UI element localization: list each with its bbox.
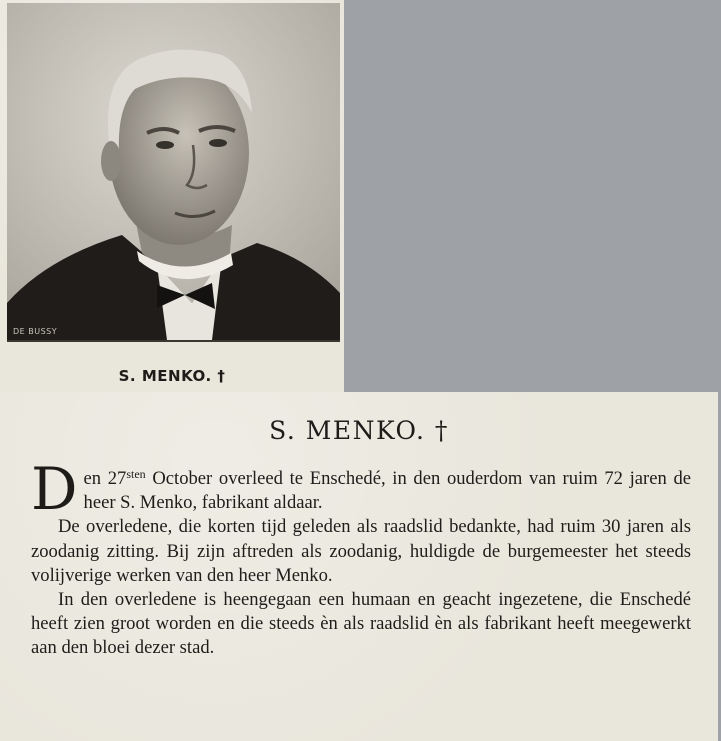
article-paragraph-2: De overledene, die korten tijd geleden als raadslid bedankte, had ruim 30 jaren als zoodanig zitting. Bij zijn aftreden als zoodanig, huldigde de burgemeester het steeds volijverige werken van den heer Menko. [31,516,691,586]
newspaper-clipping-top [0,0,344,400]
article-paragraph-3: In den overledene is heengegaan een humaan en geacht ingezetene, die Enschedé heeft zien groot worden en die steeds èn als raadslid èn als fabrikant heeft meegewerkt aan den bloei dezer stad. [31,589,691,659]
portrait-illustration [7,3,340,340]
drop-cap: D [31,455,78,523]
paragraph-1-start: en 27 [83,468,127,489]
article-headline: S. MENKO. † [269,416,449,445]
article-body [31,455,691,661]
portrait-caption: S. MENKO. † [118,367,226,385]
ordinal-superscript: sten [126,467,146,481]
article-paragraph-1 [31,455,691,523]
portrait-photo [7,3,340,342]
paragraph-1-rest: October overleed te Enschedé, in den ouderdom van ruim 72 jaren de heer S. Menko, fabrikant aldaar. [83,468,691,514]
photographer-signature: DE BUSSY [13,327,58,336]
